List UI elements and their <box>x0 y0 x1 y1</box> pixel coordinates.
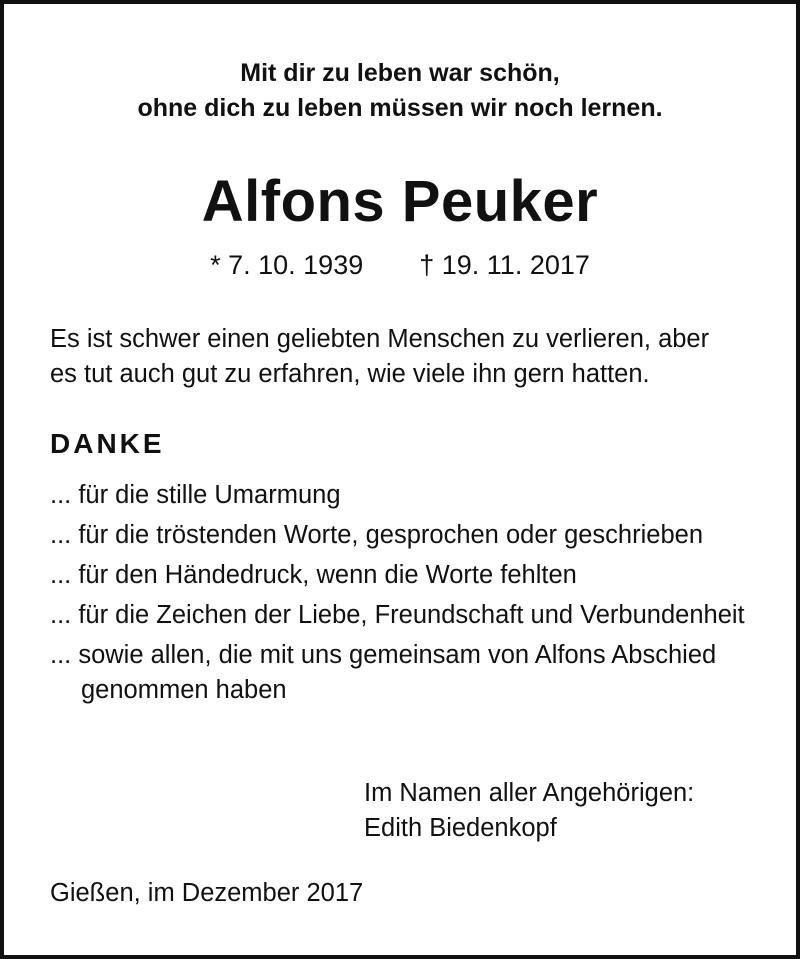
signoff <box>364 776 694 846</box>
intro-text <box>50 322 760 392</box>
thanks-heading: DANKE <box>50 428 165 459</box>
motto-line-1: Mit dir zu leben war schön, <box>240 59 560 87</box>
thanks-list <box>50 478 766 713</box>
death-date: † 19. 11. 2017 <box>419 250 590 280</box>
intro-line-1: Es ist schwer einen geliebten Menschen zu verlieren, aber <box>50 325 710 353</box>
life-dates <box>4 247 796 283</box>
signoff-line-1: Im Namen aller Angehörigen: <box>364 779 695 807</box>
motto-line-2: ohne dich zu leben müssen wir noch lernen. <box>137 94 663 122</box>
birth-date: * 7. 10. 1939 <box>210 250 364 280</box>
place-date: Gießen, im Dezember 2017 <box>50 879 364 907</box>
signoff-signatory: Edith Biedenkopf <box>364 814 557 842</box>
thanks-item: ... für den Händedruck, wenn die Worte fehlten <box>50 561 577 589</box>
deceased-name: Alfons Peuker <box>201 169 599 234</box>
motto <box>4 56 796 126</box>
thanks-item: ... sowie allen, die mit uns gemeinsam von Alfons Abschied genommen haben <box>50 641 717 704</box>
thanks-item: ... für die Zeichen der Liebe, Freundschaft und Verbundenheit <box>50 601 745 629</box>
intro-line-2: es tut auch gut zu erfahren, wie viele ihn gern hatten. <box>50 360 650 388</box>
thanks-item: ... für die tröstenden Worte, gesprochen oder geschrieben <box>50 521 704 549</box>
thanks-item: ... für die stille Umarmung <box>50 481 341 509</box>
